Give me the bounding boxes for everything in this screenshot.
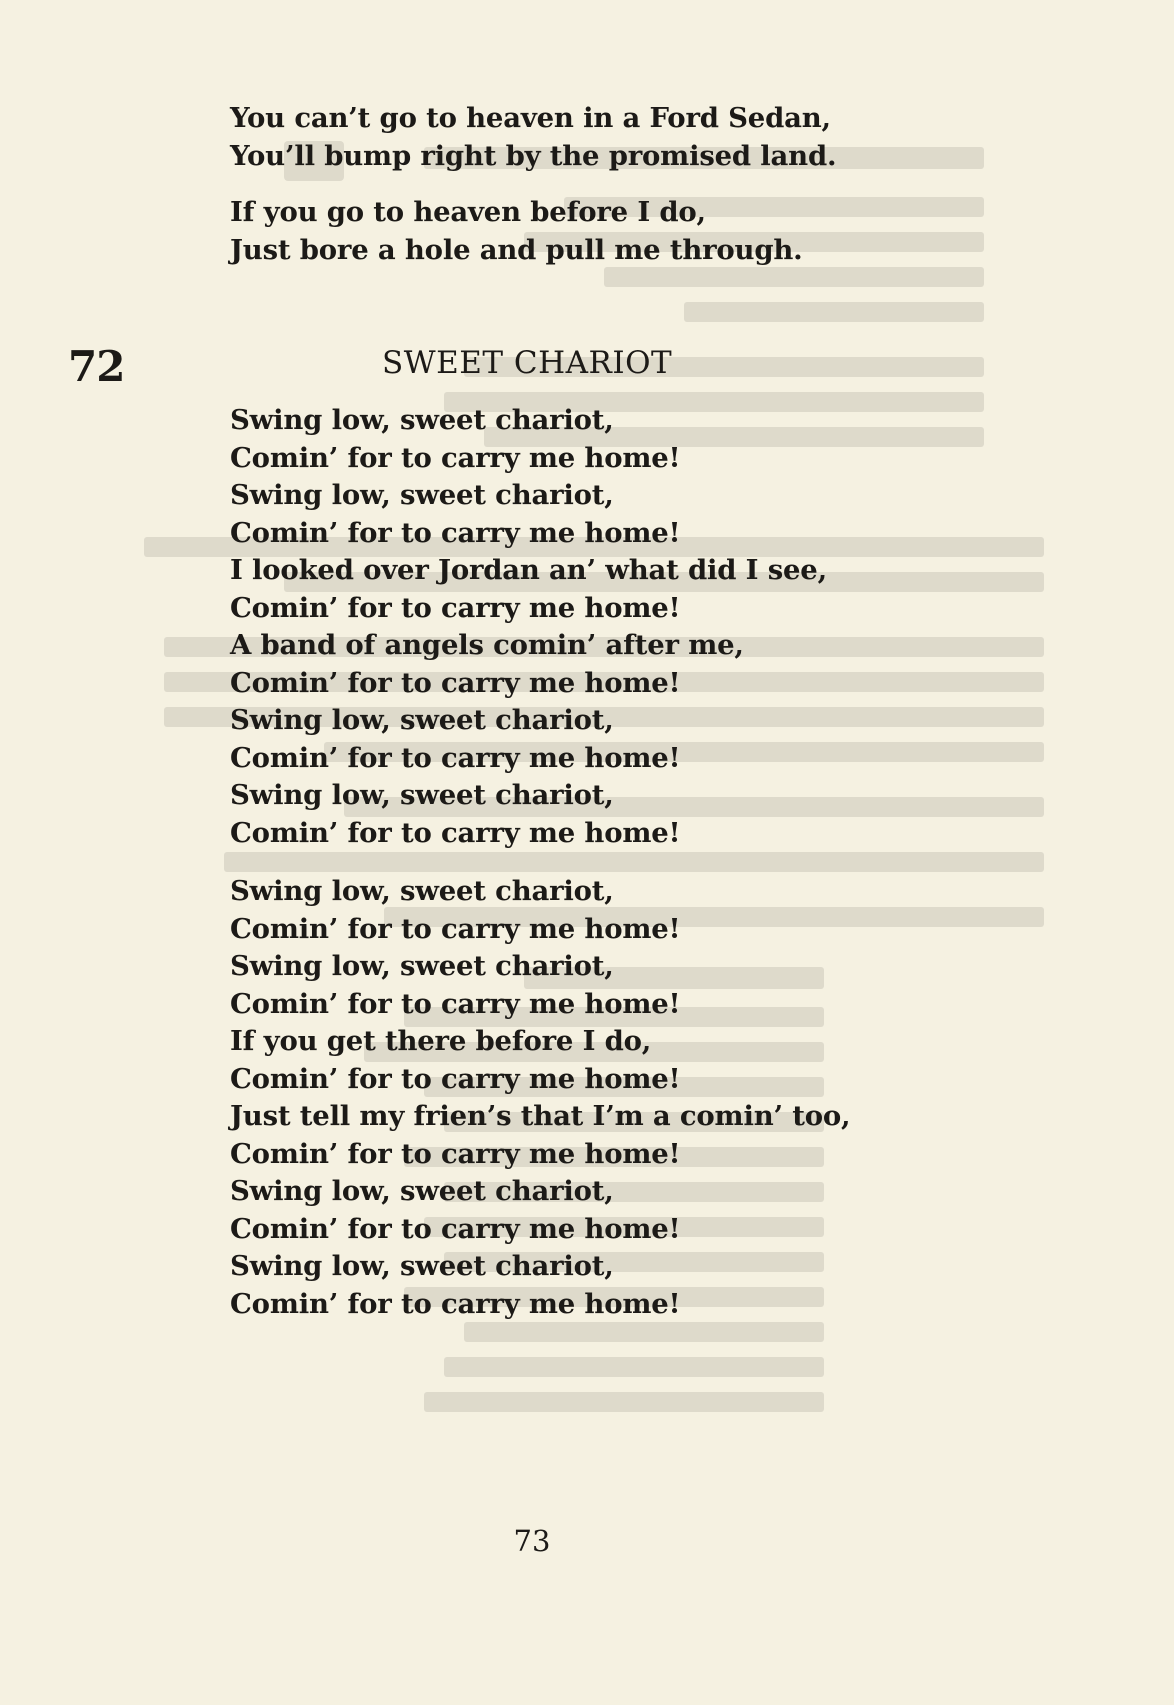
verse-line: Just tell my frien’s that I’m a comin’ too, (230, 1100, 851, 1132)
hymn-stanza-2 (230, 873, 850, 1323)
verse-line: Comin’ for to carry me home! (230, 591, 681, 624)
verse-line: Comin’ for to carry me home! (230, 666, 681, 699)
verse-line: Comin’ for to carry me home! (230, 1137, 681, 1170)
hymn-title: SWEET CHARIOT (382, 345, 673, 381)
verse-line: Swing low, sweet chariot, (230, 404, 614, 436)
verse-line: Swing low, sweet chariot, (230, 779, 614, 811)
verse-line: Swing low, sweet chariot, (230, 704, 614, 736)
verse-line: Comin’ for to carry me home! (230, 741, 681, 774)
verse-line: Comin’ for to carry me home! (230, 1062, 681, 1095)
verse-line: Comin’ for to carry me home! (230, 912, 681, 945)
previous-hymn-stanza-1 (230, 100, 836, 175)
verse-line: If you get there before I do, (230, 1025, 652, 1057)
verse-line: Swing low, sweet chariot, (230, 950, 614, 982)
verse-line: You can’t go to heaven in a Ford Sedan, (230, 102, 831, 134)
verse-line: Swing low, sweet chariot, (230, 1175, 614, 1207)
verse-line: Comin’ for to carry me home! (230, 441, 681, 474)
verse-line: I looked over Jordan an’ what did I see, (230, 554, 827, 586)
verse-line: Comin’ for to carry me home! (230, 1212, 681, 1245)
verse-line: If you go to heaven before I do, (230, 196, 706, 228)
verse-line: Swing low, sweet chariot, (230, 479, 614, 511)
verse-line: A band of angels comin’ after me, (230, 629, 744, 661)
verse-line: Comin’ for to carry me home! (230, 816, 681, 849)
verse-line: Swing low, sweet chariot, (230, 875, 614, 907)
verse-line: Just bore a hole and pull me through. (230, 233, 803, 266)
verse-line: Comin’ for to carry me home! (230, 1287, 681, 1320)
previous-hymn-stanza-2 (230, 194, 803, 269)
hymn-number: 72 (68, 342, 125, 391)
verse-line: Comin’ for to carry me home! (230, 987, 681, 1020)
page-number: 73 (513, 1524, 551, 1558)
verse-line: Comin’ for to carry me home! (230, 516, 681, 549)
hymn-stanza-1 (230, 402, 827, 852)
verse-line: Swing low, sweet chariot, (230, 1250, 614, 1282)
verse-line: You’ll bump right by the promised land. (230, 139, 837, 172)
